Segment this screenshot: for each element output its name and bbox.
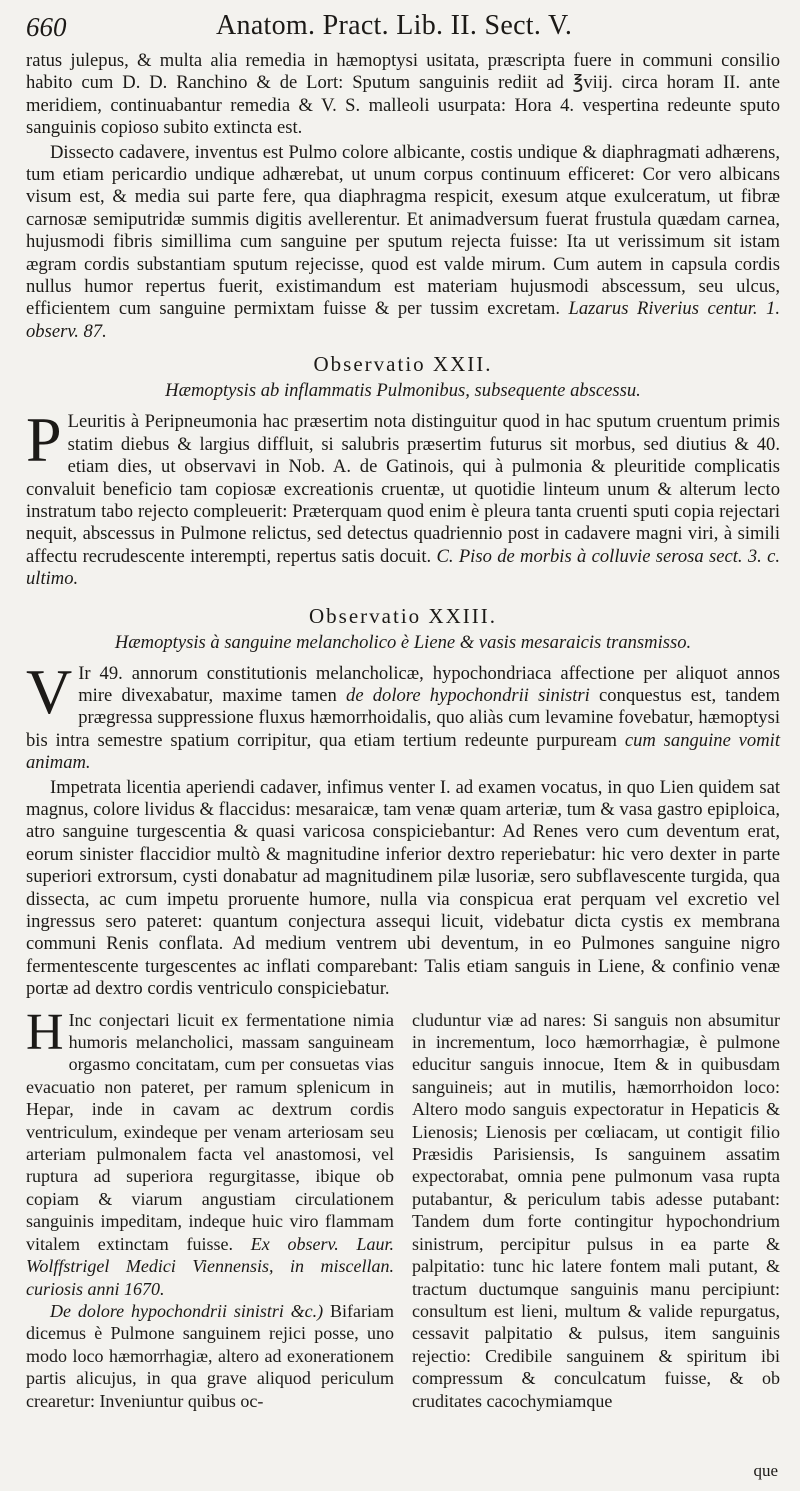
- observation-22-text: Leuritis à Peripneumonia hac præsertim nota distinguitur quod in hac sputum cruentum primis statim diebus & largius diffluit, si salubris præsertim futurus sit morbus, sed diutius & 40. etiam dies, ut observavi in Nob. A. de Gatinois, qui à pulmonia & pleuritide complicatis convaluit beneficio tam copiosæ excreationis cruentæ, ut quotidie linteum unum & alterum lecto instratum tabo rejecto compleuerit: Præterquam quod enim è pleura tanta cruenti sputi copia rejectari nequit, abscessus in Pulmone relictus, sed detectus quadriennio post in cadavere magni viri, à simili affectu recrudescente interempti, repertus satis docuit.: [26, 411, 780, 567]
- observation-23-italic-1: de dolore hypochondrii sinistri: [346, 684, 590, 706]
- observation-22-body: [26, 404, 780, 590]
- running-title: Anatom. Pract. Lib. II. Sect. V.: [216, 10, 573, 41]
- commentary-right-column: [412, 1009, 780, 1412]
- commentary-columns: [26, 1003, 780, 1412]
- observation-22-title: Observatio XXII.: [313, 352, 493, 377]
- observation-23-body: [26, 655, 780, 775]
- observation-22-subtitle: Hæmoptysis ab inflammatis Pulmonibus, subsequente abscessu.: [165, 380, 641, 402]
- drop-cap-p: P: [26, 404, 62, 476]
- observation-23-title: Observatio XXIII.: [309, 603, 497, 628]
- commentary-left-text-2: Bifariam dicemus è Pulmone sanguinem rejici posse, uno modo loco hæmorrhagiæ, altero ad exonerationem partis alicujus, in qua grave aliquod periculum crearetur: Inveniuntur quibus oc-: [26, 1300, 394, 1411]
- intro-paragraph-2: [26, 142, 780, 344]
- drop-cap-v: V: [26, 655, 73, 727]
- commentary-left-column: [26, 1003, 394, 1412]
- commentary-left-paragraph-1: [26, 1003, 394, 1300]
- observation-23-paragraph-2: Impetrata licentia aperiendi cadaver, infimus venter I. ad examen vocatus, in quo Lien quidem sat magnus, colore lividus & flaccidus: mesaraicæ, tam venæ quam arteriæ, tum & vasa gastro epiploica, atro sanguine turgescentia & quasi varicosa conspiciebantur: Ad Renes vero cum deventum erat, eorum sinister flaccidior multò & magnitudine inferior dextro reperiebatur: hic vero dexter in parte superiori extrorsum, cysti donabatur ad magnitudinem pilæ lusoriæ, sero subflavescente turgida, qua dissecta, ac cum impetu proruente humore, nulla via conspicua erat perquam vel excretio vel ingressus sero pateret: quantum conjectura assequi licuit, videbatur dicta cystis ex membrana communi Renis conflata. Ad medium ventrem ubi deventum, in eo Pulmones sanguine nigro fermentescente turgescentes ac inflati comparebant: Talis etiam sanguis in Liene, & confinio venæ portæ ad dextro cordis ventriculo conspiciebatur.: [26, 776, 780, 1000]
- commentary-lemma: De dolore hypochondrii sinistri &c.): [50, 1300, 324, 1321]
- commentary-left-citation: Ex observ. Laur. Wolffstrigel Medici Viennensis, in miscellan. curiosis anni 1670.: [26, 1233, 394, 1299]
- page-number: 660: [26, 12, 67, 42]
- catchword: que: [753, 1461, 778, 1480]
- intro-citation: Lazarus Riverius centur. 1. observ. 87.: [26, 298, 780, 342]
- observation-23-italic-2: cum sanguine vomit animam.: [26, 729, 780, 774]
- intro-paragraph-2-text: Dissecto cadavere, inventus est Pulmo colore albicante, costis undique & diaphragmati adhærens, tum etiam pericardio undique adhærebat, ut unum corpus continuum efficeret: Cor vero albicans visum est, & media sui parte fere, qua diaphragma respicit, exesum atque exulceratum, ut fibræ carnosæ semiputridæ summis digitis avellerentur. Et animadversum fuerat frustula quædam carnea, hujusmodi fibris simillima cum sanguine per sputum rejecta fuisse: Ita ut verissimum sit istam ægram cordis substantiam sputum rejecisse, quod est valde mirum. Cum autem in capsula cordis nullus humor repertus fuerit, existimandum est materiam hujusmodi abscessum, seu ulcus, efficientem cum sanguine permixtam fuisse & per tussim excretam.: [26, 141, 780, 320]
- commentary-left-paragraph-2: [26, 1300, 394, 1412]
- commentary-right-paragraph: cluduntur viæ ad nares: Si sanguis non absumitur in incrementum, loco hæmorrhagiæ, è pulmone educitur sanguis innocue, Item & in quibusdam sanguineis; aut in mutilis, hæmorrhoidon loco: Altero modo sanguis expectoratur in Hepaticis & Lienosis; Lienosis per cœliacam, ut contigit filio Præsidis Parisiensis, Is sanguinem assatim expectorabat, omnia pene pulmonum vasa rupta putabantur, & periculum tabis adesse putabant: Tandem dum forte contingitur hypochondrium sinistrum, percipitur pulsus in ea parte & palpitatio: tunc hic latere fontem mali putant, & tractum ductumque sanguinis manu percipiunt: consultum est lieni, multum & valide repurgatus, cessavit palpitatio & pulsus, item sanguinis rejectio: Credibile sanguinem & spiritum ibi compressum & conculcatum fuisse, & ob cruditates cacochymiamque: [412, 1009, 780, 1411]
- observation-23-text-start: Ir 49. annorum constitutionis melancholicæ, hypochondriaca affectione per aliquot annos mire divexabatur, maxime tamen: [78, 662, 780, 706]
- intro-paragraph-1: ratus julepus, & multa alia remedia in hæmoptysi usitata, præscripta fuere in communi consilio habito cum D. D. Ranchino & de Lort: Sputum sanguinis rediit ad ℥viij. circa horam II. ante meridiem, continuabantur remedia & V. S. malleoli usurpata: Hora 4. vespertina redeunte sputo sanguinis copioso subito extincta est.: [26, 50, 780, 139]
- commentary-left-text: Inc conjectari licuit ex fermentatione nimia humoris melancholici, massam sanguineam orgasmo concitatam, cum per consuetas vias evacuatio non pateret, per ramum splenicum in Hepar, inde in cavam ac dextrum cordis ventriculum, exindeque per venam arteriosam seu arteriam pulmonalem facta vel anastomosi, vel ruptura ad superiora regurgitasse, ibique ob copiam & viarum angustiam circulationem sanguinis impeditam, indeque huic viro flammam vitalem extinctam fuisse.: [26, 1009, 394, 1254]
- observation-23-subtitle: Hæmoptysis à sanguine melancholico è Liene & vasis mesaraicis transmisso.: [114, 631, 692, 653]
- observation-23-text-mid: conquestus est, tandem prægressa suppressione fluxus hæmorrhoidalis, quo aliàs cum levamine fovebatur, hæmoptysi bis intra semestre spatium corripitur, qua etiam tertium redeunte purpuream: [26, 684, 780, 751]
- drop-cap-h: H: [26, 1003, 64, 1061]
- observation-22-citation: C. Piso de morbis à colluvie serosa sect. 3. c. ultimo.: [26, 545, 780, 590]
- page-header: [26, 10, 780, 50]
